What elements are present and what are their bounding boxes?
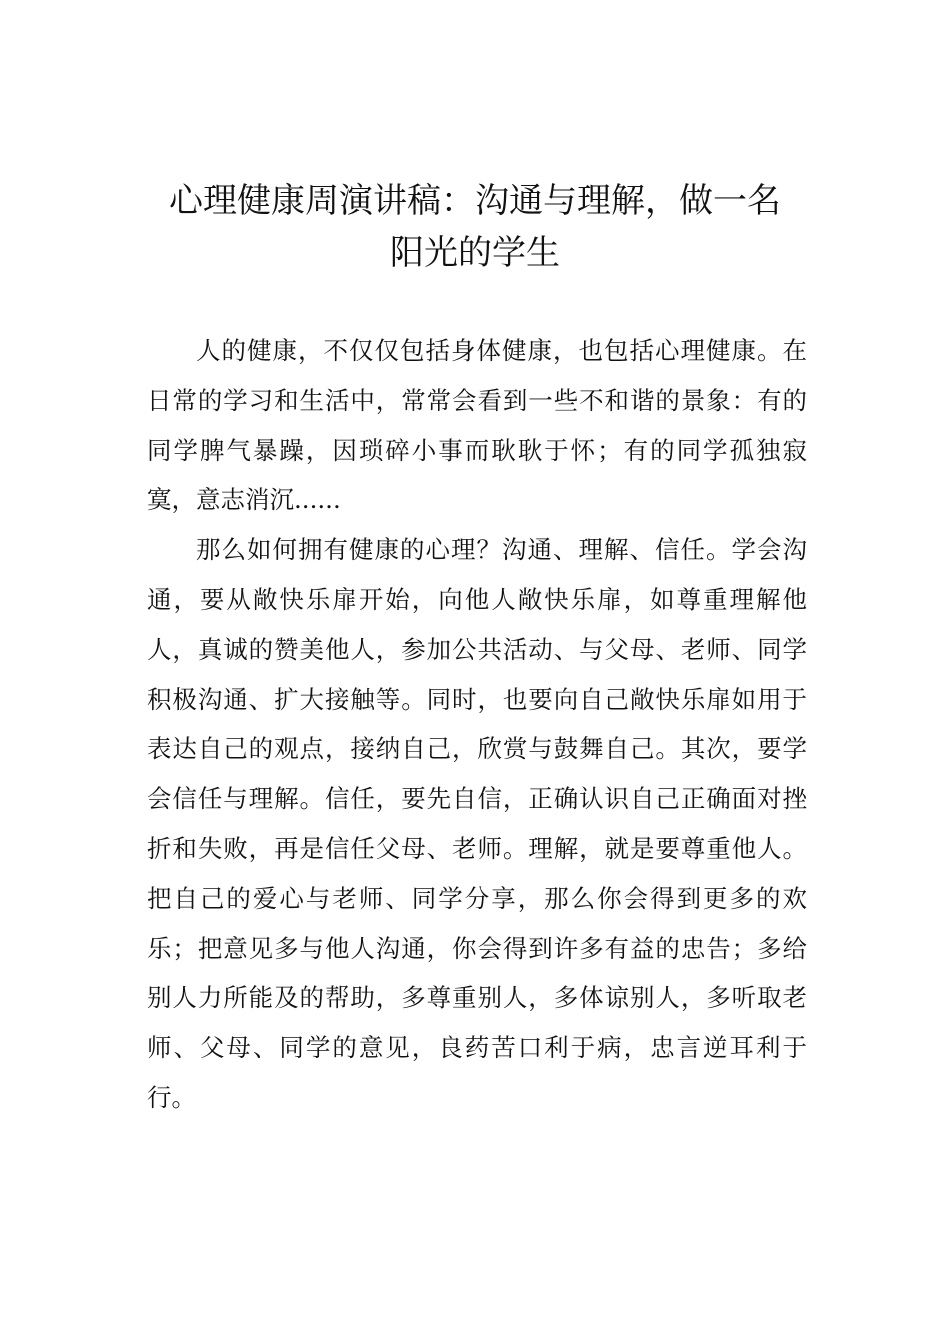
title-line-2: 阳光的学生 bbox=[390, 233, 560, 273]
title-line-1: 心理健康周演讲稿：沟通与理解，做一名 bbox=[169, 181, 781, 221]
document-title bbox=[140, 175, 810, 279]
paragraph-2: 那么如何拥有健康的心理？沟通、理解、信任。学会沟通，要从敞快乐扉开始，向他人敞快乐扉，如尊重理解他人，真诚的赞美他人，参加公共活动、与父母、老师、同学积极沟通、扩大接触等。同时，也要向自己敞快乐扉如用于表达自己的观点，接纳自己，欣赏与鼓舞自己。其次，要学会信任与理解。信任，要先自信，正确认识自己正确面对挫折和失败，再是信任父母、老师。理解，就是要尊重他人。把自己的爱心与老师、同学分享，那么你会得到更多的欢乐；把意见多与他人沟通，你会得到许多有益的忠告；多给别人力所能及的帮助，多尊重别人，多体谅别人，多听取老师、父母、同学的意见，良药苦口利于病，忠言逆耳利于行。 bbox=[147, 535, 807, 1112]
paragraph-1: 人的健康，不仅仅包括身体健康，也包括心理健康。在日常的学习和生活中，常常会看到一些不和谐的景象：有的同学脾气暴躁，因琐碎小事而耿耿于怀；有的同学孤独寂寞，意志消沉...... bbox=[147, 336, 807, 515]
document-body bbox=[147, 326, 807, 1123]
